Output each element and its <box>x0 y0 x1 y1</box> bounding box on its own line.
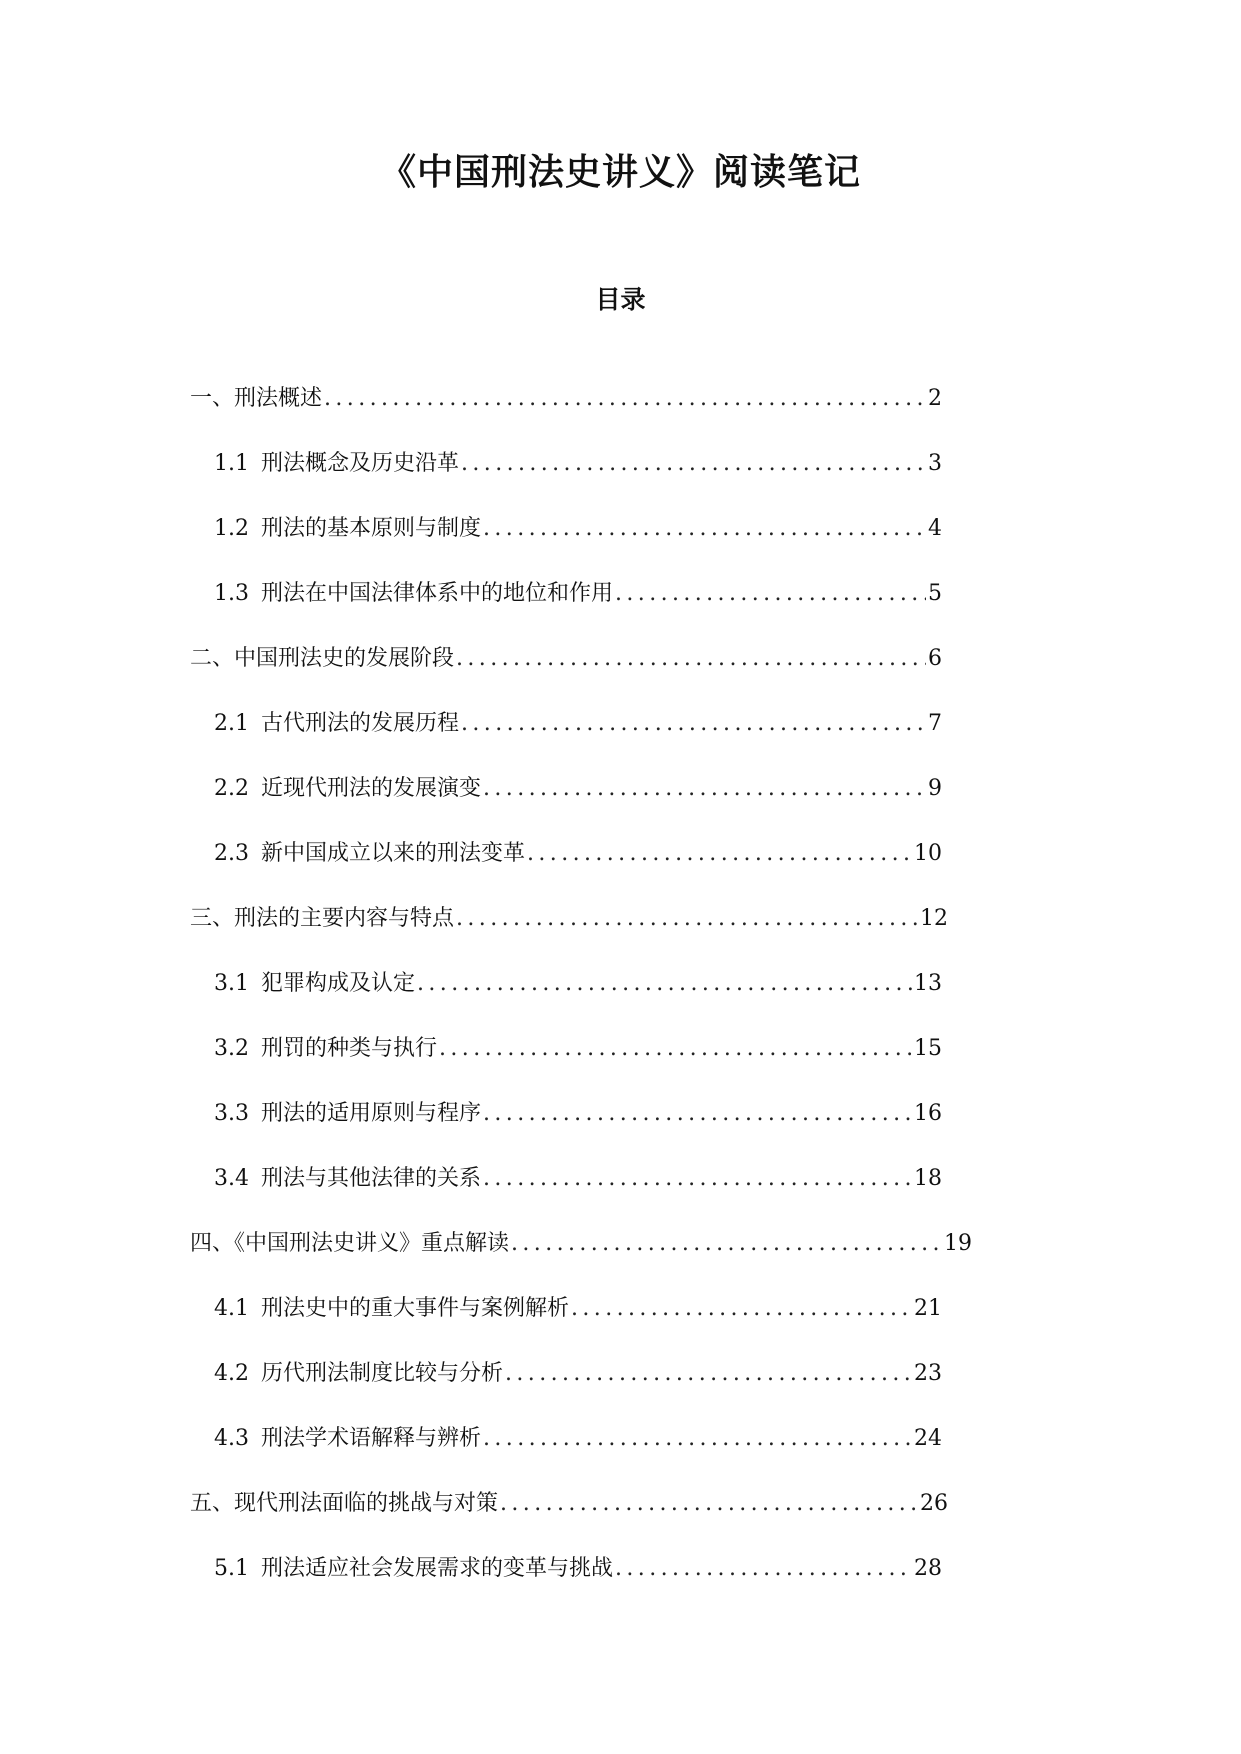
toc-entry-label: 刑法在中国法律体系中的地位和作用 <box>261 581 614 606</box>
toc-dot-leader <box>417 969 912 999</box>
toc-entry-label: 三、刑法的主要内容与特点 <box>190 906 455 931</box>
toc-entry-label: 近现代刑法的发展演变 <box>261 776 482 801</box>
toc-entry[interactable] <box>0 514 1241 579</box>
toc-entry[interactable] <box>0 774 1241 839</box>
toc-page-number: 3 <box>928 451 942 476</box>
toc-entry[interactable] <box>0 1554 1241 1619</box>
toc-dot-leader <box>461 449 926 479</box>
toc-page-number: 26 <box>920 1491 948 1516</box>
toc-entry[interactable] <box>0 1424 1241 1489</box>
toc-page-number: 2 <box>928 386 942 411</box>
toc-page-number: 23 <box>914 1361 942 1386</box>
toc-entry-label: 犯罪构成及认定 <box>261 971 416 996</box>
toc-entry-label: 刑法的基本原则与制度 <box>261 516 482 541</box>
toc-entry-label: 一、刑法概述 <box>190 386 323 411</box>
toc-entry[interactable] <box>0 1294 1241 1359</box>
toc-page-number: 12 <box>920 906 948 931</box>
toc-entry-number: 5.1 <box>214 1556 249 1581</box>
toc-entry-label: 五、现代刑法面临的挑战与对策 <box>190 1491 499 1516</box>
toc-page-number: 7 <box>928 711 942 736</box>
toc-entry[interactable] <box>0 1489 1241 1554</box>
toc-entry-number: 3.4 <box>214 1166 249 1191</box>
toc-entry-number: 2.1 <box>214 711 249 736</box>
toc-entry-label: 刑法与其他法律的关系 <box>261 1166 482 1191</box>
toc-entry[interactable] <box>0 644 1241 709</box>
toc-entry-label: 二、中国刑法史的发展阶段 <box>190 646 455 671</box>
toc-entry-number: 1.3 <box>214 581 249 606</box>
toc-page-number: 28 <box>914 1556 942 1581</box>
toc-entry[interactable] <box>0 1359 1241 1424</box>
toc-entry[interactable] <box>0 1229 1241 1294</box>
toc-page-number: 21 <box>914 1296 942 1321</box>
toc-entry-number: 3.2 <box>214 1036 249 1061</box>
toc-entry-label: 刑法的适用原则与程序 <box>261 1101 482 1126</box>
toc-dot-leader <box>511 1229 942 1259</box>
toc-entry-label: 刑法适应社会发展需求的变革与挑战 <box>261 1556 614 1581</box>
toc-entry[interactable] <box>0 449 1241 514</box>
toc-dot-leader <box>505 1359 912 1389</box>
toc-entry[interactable] <box>0 1164 1241 1229</box>
toc-entry-label: 刑法学术语解释与辨析 <box>261 1426 482 1451</box>
toc-dot-leader <box>456 644 926 674</box>
toc-entry[interactable] <box>0 579 1241 644</box>
toc-dot-leader <box>456 904 918 934</box>
toc-entry[interactable] <box>0 709 1241 774</box>
toc-entry-label: 历代刑法制度比较与分析 <box>261 1361 504 1386</box>
toc-page-number: 19 <box>944 1231 972 1256</box>
toc-page-number: 5 <box>928 581 942 606</box>
toc-dot-leader <box>483 514 926 544</box>
toc-entry-label: 刑法概念及历史沿革 <box>261 451 460 476</box>
toc-page-number: 16 <box>914 1101 942 1126</box>
toc-dot-leader <box>571 1294 912 1324</box>
table-of-contents <box>0 384 1241 1619</box>
toc-entry[interactable] <box>0 384 1241 449</box>
toc-entry-label: 新中国成立以来的刑法变革 <box>261 841 526 866</box>
toc-page-number: 4 <box>928 516 942 541</box>
toc-entry-number: 2.3 <box>214 841 249 866</box>
toc-page-number: 13 <box>914 971 942 996</box>
toc-dot-leader <box>324 384 926 414</box>
toc-entry-number: 4.1 <box>214 1296 249 1321</box>
toc-page-number: 24 <box>914 1426 942 1451</box>
toc-entry-number: 4.2 <box>214 1361 249 1386</box>
toc-entry-number: 3.1 <box>214 971 249 996</box>
toc-page-number: 15 <box>914 1036 942 1061</box>
toc-entry[interactable] <box>0 904 1241 969</box>
toc-entry-number: 1.1 <box>214 451 249 476</box>
toc-entry[interactable] <box>0 969 1241 1034</box>
toc-entry-number: 1.2 <box>214 516 249 541</box>
toc-dot-leader <box>500 1489 918 1519</box>
toc-page-number: 10 <box>914 841 942 866</box>
toc-dot-leader <box>527 839 912 869</box>
toc-entry-number: 4.3 <box>214 1426 249 1451</box>
toc-dot-leader <box>615 579 926 609</box>
toc-entry-label: 古代刑法的发展历程 <box>261 711 460 736</box>
toc-page-number: 18 <box>914 1166 942 1191</box>
toc-page-number: 9 <box>928 776 942 801</box>
toc-entry-label: 四、《中国刑法史讲义》重点解读 <box>190 1231 510 1256</box>
toc-dot-leader <box>483 1099 912 1129</box>
toc-page-number: 6 <box>928 646 942 671</box>
toc-heading: 目录 <box>595 285 646 314</box>
toc-entry-label: 刑法史中的重大事件与案例解析 <box>261 1296 570 1321</box>
toc-dot-leader <box>483 774 926 804</box>
toc-entry[interactable] <box>0 1034 1241 1099</box>
toc-dot-leader <box>439 1034 912 1064</box>
toc-dot-leader <box>461 709 926 739</box>
document-title: 《中国刑法史讲义》阅读笔记 <box>379 152 861 193</box>
toc-entry[interactable] <box>0 1099 1241 1164</box>
toc-entry-number: 3.3 <box>214 1101 249 1126</box>
toc-dot-leader <box>483 1424 912 1454</box>
toc-dot-leader <box>483 1164 912 1194</box>
toc-entry-number: 2.2 <box>214 776 249 801</box>
toc-dot-leader <box>615 1554 912 1584</box>
toc-entry[interactable] <box>0 839 1241 904</box>
toc-entry-label: 刑罚的种类与执行 <box>261 1036 438 1061</box>
